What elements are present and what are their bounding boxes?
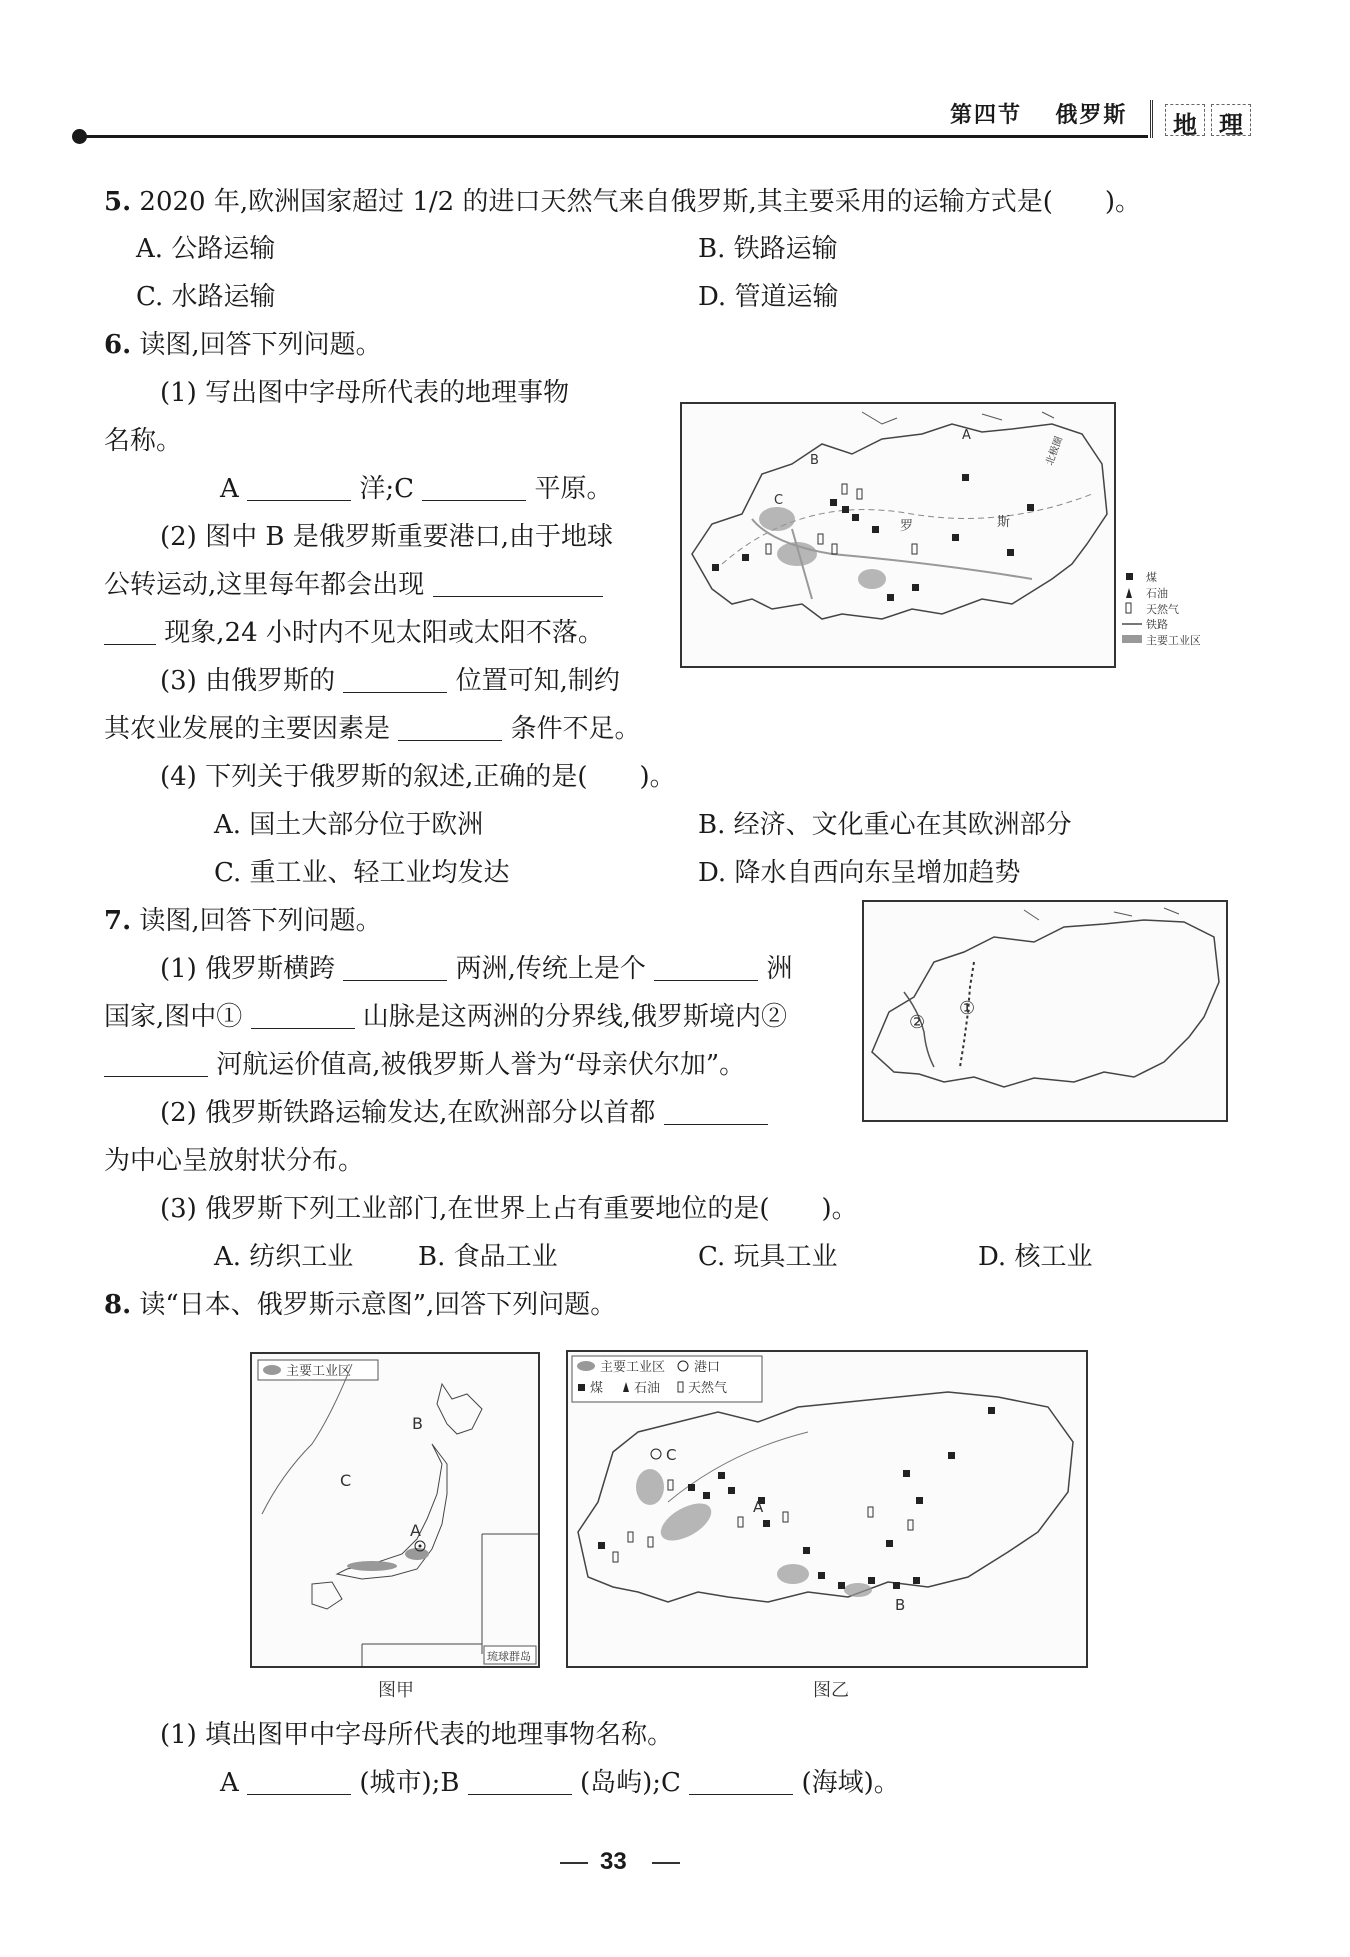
q8-jia-legend: 主要工业区	[286, 1364, 352, 1379]
q8-stem: 读“日本、俄罗斯示意图”,回答下列问题。	[139, 1290, 617, 1320]
q8-jia-caption: 图甲	[378, 1680, 414, 1701]
q6-p1-a-suffix: 洋;C	[359, 474, 414, 504]
q7-map-label-1: ①	[959, 998, 976, 1019]
q6-map-label-luo: 罗	[900, 519, 914, 534]
q8-yi-label-b: B	[895, 1596, 906, 1614]
q5-option-b: B. 铁路运输	[698, 234, 838, 264]
q7-p3-stem: (3) 俄罗斯下列工业部门,在世界上占有重要地位的是( )。	[160, 1194, 858, 1224]
q7-p1-line3	[104, 1048, 745, 1082]
q7-p1-line2	[104, 1000, 787, 1034]
page-number-dash-left	[560, 1862, 588, 1864]
legend-oil: 石油	[1146, 587, 1168, 600]
q8-number: 8.	[104, 1290, 132, 1320]
answer-blank[interactable]	[654, 954, 758, 981]
q8-jia-label-a: A	[410, 1521, 421, 1540]
q8-japan-map	[250, 1352, 540, 1668]
q8-yi-label-a: A	[753, 1498, 764, 1516]
q6-p3-line1	[160, 664, 620, 698]
q6-russia-map	[680, 402, 1116, 668]
q6-p4-option-d: D. 降水自西向东呈增加趋势	[698, 858, 1021, 888]
q7-p3-option-c: C. 玩具工业	[698, 1242, 838, 1272]
q6-p2-line3-text: 现象,24 小时内不见太阳或太阳不落。	[164, 618, 604, 648]
q6-p3-line2	[104, 712, 641, 746]
answer-blank[interactable]	[104, 618, 156, 645]
q6-map-label-arctic: 北极圈	[1044, 435, 1066, 468]
q6-p2-line2-text: 公转运动,这里每年都会出现	[104, 570, 425, 600]
answer-blank[interactable]	[664, 1098, 768, 1125]
q7-p1-line1	[160, 952, 792, 986]
q7-p1-line2-b: 山脉是这两洲的分界线,俄罗斯境内②	[362, 1002, 788, 1032]
q8-yi-legend-industrial: 主要工业区	[600, 1360, 666, 1375]
answer-blank[interactable]	[433, 570, 603, 597]
q8-jia-label-b: B	[412, 1414, 423, 1433]
q8-p1-a-suffix: (城市);B	[359, 1768, 460, 1798]
q6-map-label-c: C	[774, 493, 784, 508]
q6-p4-option-a: A. 国土大部分位于欧洲	[214, 810, 484, 840]
q7-p1-line1-c: 洲	[766, 954, 793, 984]
subject-box	[1150, 100, 1263, 138]
q8-p1-a-label: A	[220, 1768, 239, 1798]
q6-p2-line3	[104, 616, 604, 650]
q5-option-c: C. 水路运输	[136, 282, 276, 312]
q8-yi-label-c: C	[666, 1446, 677, 1464]
q8-p1-b-suffix: (岛屿);C	[580, 1768, 681, 1798]
answer-blank[interactable]	[343, 666, 447, 693]
answer-blank[interactable]	[689, 1768, 793, 1795]
answer-blank[interactable]	[251, 1002, 355, 1029]
q8-russia-map-graphic	[568, 1352, 1086, 1666]
q8-yi-legend-port: 港口	[694, 1360, 721, 1375]
q8-yi-legend-coal: 煤	[590, 1381, 604, 1396]
q8-p1-c-suffix: (海域)。	[801, 1768, 900, 1798]
q6-p3-line1-a: (3) 由俄罗斯的	[160, 666, 336, 696]
q5-option-a: A. 公路运输	[136, 234, 276, 264]
q6-map-legend	[1120, 568, 1200, 668]
q6-p2-line1: (2) 图中 B 是俄罗斯重要港口,由于地球	[160, 522, 613, 552]
q8-jia-label-c: C	[340, 1471, 352, 1490]
q8-stem-line	[104, 1288, 616, 1322]
q7-p1-line2-a: 国家,图中①	[104, 1002, 243, 1032]
q8-japan-map-graphic	[252, 1354, 538, 1666]
q7-p2-line1	[160, 1096, 768, 1130]
q6-legend-graphic	[1120, 568, 1200, 668]
q6-map-label-a: A	[962, 428, 971, 443]
q6-map-label-si: 斯	[997, 515, 1011, 530]
answer-blank[interactable]	[247, 1768, 351, 1795]
q6-p1-line2: 名称。	[104, 426, 183, 456]
header-section-title	[950, 98, 1127, 129]
q7-p1-line3-text: 河航运价值高,被俄罗斯人誉为“母亲伏尔加”。	[216, 1050, 746, 1080]
legend-gas: 天然气	[1146, 603, 1179, 616]
q7-map-label-2: ②	[909, 1012, 926, 1033]
q6-p4-stem: (4) 下列关于俄罗斯的叙述,正确的是( )。	[160, 762, 676, 792]
q6-p1-line1: (1) 写出图中字母所代表的地理事物	[160, 378, 570, 408]
q6-map-label-b: B	[810, 453, 819, 468]
subject-char-2: 理	[1211, 104, 1251, 136]
q7-p1-line1-a: (1) 俄罗斯横跨	[160, 954, 336, 984]
q5-number: 5.	[104, 187, 132, 217]
q7-number: 7.	[104, 906, 132, 936]
q8-yi-legend-oil: 石油	[634, 1381, 661, 1396]
q5-stem-line	[104, 185, 1141, 219]
answer-blank[interactable]	[104, 1050, 208, 1077]
legend-industrial-area: 主要工业区	[1146, 634, 1200, 647]
header-rule	[78, 135, 1148, 138]
q7-p3-option-b: B. 食品工业	[418, 1242, 558, 1272]
q5-stem: 2020 年,欧洲国家超过 1/2 的进口天然气来自俄罗斯,其主要采用的运输方式是( )。	[139, 187, 1142, 217]
q7-stem-line	[104, 904, 382, 938]
q7-russia-map	[862, 900, 1228, 1122]
answer-blank[interactable]	[343, 954, 447, 981]
q6-number: 6.	[104, 330, 132, 360]
header-section: 第四节	[950, 102, 1023, 128]
q7-p1-line1-b: 两洲,传统上是个	[455, 954, 646, 984]
q8-yi-caption: 图乙	[813, 1680, 849, 1701]
page-number: 33	[600, 1848, 627, 1875]
q8-p1-blanks	[220, 1766, 900, 1800]
q6-p1-blanks	[220, 472, 613, 506]
q6-p3-line2-b: 条件不足。	[510, 714, 641, 744]
q7-p2-line1-text: (2) 俄罗斯铁路运输发达,在欧洲部分以首都	[160, 1098, 656, 1128]
q5-option-d: D. 管道运输	[698, 282, 839, 312]
answer-blank[interactable]	[422, 474, 526, 501]
q7-p2-line2: 为中心呈放射状分布。	[104, 1146, 365, 1176]
q7-p3-option-d: D. 核工业	[978, 1242, 1093, 1272]
legend-coal: 煤	[1146, 571, 1157, 584]
q6-stem-line	[104, 328, 382, 362]
answer-blank[interactable]	[468, 1768, 572, 1795]
q6-p3-line1-b: 位置可知,制约	[455, 666, 620, 696]
q8-p1-stem: (1) 填出图甲中字母所代表的地理事物名称。	[160, 1720, 674, 1750]
answer-blank[interactable]	[398, 714, 502, 741]
q6-p1-c-suffix: 平原。	[534, 474, 613, 504]
q6-p1-a-label: A	[220, 474, 239, 504]
q6-map-graphic	[682, 404, 1114, 666]
q7-map-graphic	[864, 902, 1226, 1120]
q6-p3-line2-a: 其农业发展的主要因素是	[104, 714, 391, 744]
header-title: 俄罗斯	[1055, 102, 1128, 128]
q8-russia-map	[566, 1350, 1088, 1668]
q7-p3-option-a: A. 纺织工业	[214, 1242, 354, 1272]
q6-p2-line2	[104, 568, 603, 602]
q6-p4-option-c: C. 重工业、轻工业均发达	[214, 858, 510, 888]
legend-railway: 铁路	[1146, 618, 1168, 631]
page-number-dash-right	[652, 1862, 680, 1864]
q7-stem: 读图,回答下列问题。	[139, 906, 382, 936]
subject-char-1: 地	[1165, 104, 1205, 136]
q6-p4-option-b: B. 经济、文化重心在其欧洲部分	[698, 810, 1072, 840]
q6-stem: 读图,回答下列问题。	[139, 330, 382, 360]
q8-yi-legend-gas: 天然气	[688, 1381, 728, 1396]
q8-jia-inset-label: 琉球群岛	[487, 1650, 531, 1663]
answer-blank[interactable]	[247, 474, 351, 501]
